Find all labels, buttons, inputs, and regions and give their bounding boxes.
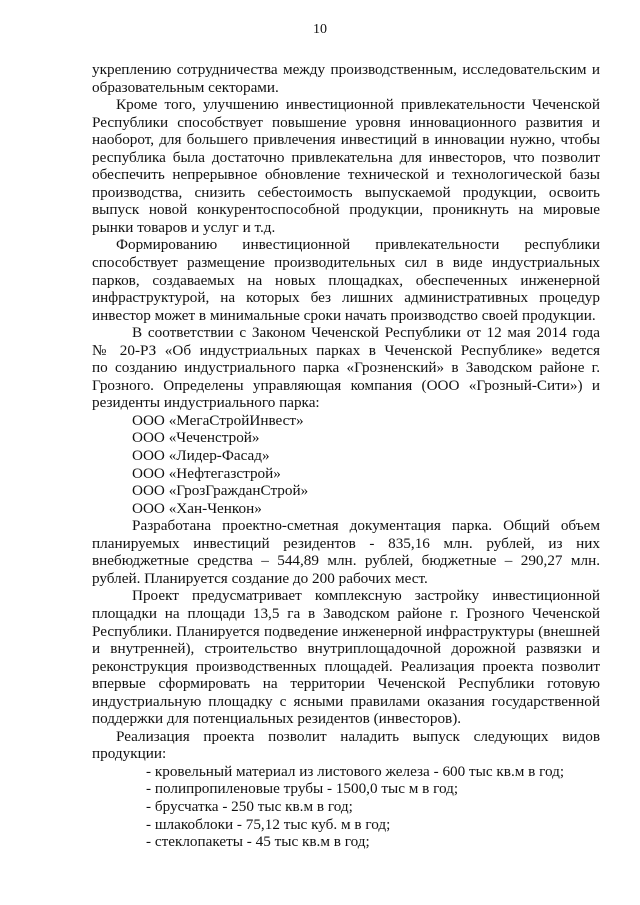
residents-list <box>92 412 600 517</box>
document-body <box>92 61 600 851</box>
list-item: - шлакоблоки - 75,12 тыс куб. м в год; <box>146 815 391 833</box>
text-line: парков, создаваемых на новых площадках, обеспеченных инженерной <box>92 271 600 289</box>
list-item: ООО «Нефтегазстрой» <box>132 464 281 482</box>
paragraph-cooperation <box>92 61 600 96</box>
paragraph-industrial-parks <box>92 236 600 324</box>
text-line: продукции: <box>92 745 167 763</box>
text-line: Реализация проекта позволит наладить выпуск следующих видов <box>116 727 600 745</box>
text-line: № 20-РЗ «Об индустриальных парках в Чеченской Республике» ведется <box>92 341 600 359</box>
list-item: - кровельный материал из листового железа - 600 тыс кв.м в год; <box>146 762 565 780</box>
text-line: производства, снизить себестоимость выпускаемой продукции, освоить <box>92 183 600 201</box>
page-number: 10 <box>313 22 327 37</box>
text-line: укреплению сотрудничества между производственным, исследовательским и <box>92 61 600 78</box>
paragraph-law-reference <box>92 324 600 412</box>
list-item: ООО «МегаСтройИнвест» <box>132 411 304 429</box>
text-line: Республики способствует повышение уровня инновационного развития и <box>92 113 600 131</box>
list-item: - брусчатка - 250 тыс кв.м в год; <box>146 797 353 815</box>
list-item: - полипропиленовые трубы - 1500,0 тыс м в год; <box>146 780 459 798</box>
text-line: реконструкция производственных площадей. Реализация проекта позволит <box>92 657 600 675</box>
paragraph-project-description <box>92 587 600 727</box>
paragraph-investment-attractiveness <box>92 96 600 236</box>
text-line: по созданию индустриального парка «Грозненский» в Заводском районе г. <box>92 359 600 377</box>
list-item: ООО «Лидер-Фасад» <box>132 447 270 465</box>
text-line: образовательным секторами. <box>92 78 279 96</box>
text-line: В соответствии с Законом Чеченской Республики от 12 мая 2014 года <box>132 324 600 342</box>
list-item: ООО «ГрозГражданСтрой» <box>132 482 309 500</box>
text-line: способствует размещение производительных сил в виде индустриальных <box>92 254 600 272</box>
text-line: инвестор может в минимальные сроки начать производство своей продукции. <box>92 306 596 324</box>
text-line: резиденты индустриального парка: <box>92 394 320 412</box>
text-line: Разработана проектно-сметная документация парка. Общий объем <box>132 517 600 535</box>
list-item: - стеклопакеты - 45 тыс кв.м в год; <box>146 833 370 851</box>
text-line: выпуск новой конкурентоспособной продукции, проникнуть на мировые <box>92 201 600 219</box>
text-line: Формированию инвестиционной привлекательности республики <box>116 236 600 254</box>
text-line: поддержки для потенциальных резидентов (инвесторов). <box>92 710 462 728</box>
text-line: индустриальную площадку с ясными правилами оказания государственной <box>92 692 600 710</box>
text-line: инфраструктурой, на которых без лишних административных процедур <box>92 289 600 307</box>
text-line: обеспечить непрерывное обновление технической и технологической базы <box>92 166 600 184</box>
text-line: впервые сформировать на территории Чеченской Республики готовую <box>92 675 600 693</box>
paragraph-design-documentation <box>92 517 600 587</box>
text-line: наоборот, для большего привлечения инвестиций в инновации нужно, чтобы <box>92 131 600 149</box>
text-line: и внутренней), строительство внутриплощадочной дорожной развязки и <box>92 640 600 658</box>
text-line: рублей. Планируется создание до 200 рабочих мест. <box>92 569 428 587</box>
text-line: Республики. Планируется подведение инженерной инфраструктуры (внешней <box>92 622 600 640</box>
text-line: площадки на площади 13,5 га в Заводском районе г. Грозного Чеченской <box>92 604 600 622</box>
list-item: ООО «Хан-Ченкон» <box>132 499 262 517</box>
list-item: ООО «Чеченстрой» <box>132 429 260 447</box>
text-line: Кроме того, улучшению инвестиционной привлекательности Чеченской <box>116 96 600 114</box>
text-line: Проект предусматривает комплексную застройку инвестиционной <box>132 587 600 605</box>
text-line: планируемых инвестиций резидентов - 835,16 млн. рублей, из них <box>92 534 600 552</box>
products-list <box>92 763 600 851</box>
text-line: республика была достаточно привлекательна для инвесторов, что позволит <box>92 148 600 166</box>
text-line: Грозного. Определены управляющая компания (ООО «Грозный-Сити») и <box>92 376 600 394</box>
text-line: внебюджетные средства – 544,89 млн. рублей, бюджетные – 290,27 млн. <box>92 552 600 570</box>
paragraph-products-intro <box>92 728 600 763</box>
text-line: рынки товаров и услуг и т.д. <box>92 218 276 236</box>
